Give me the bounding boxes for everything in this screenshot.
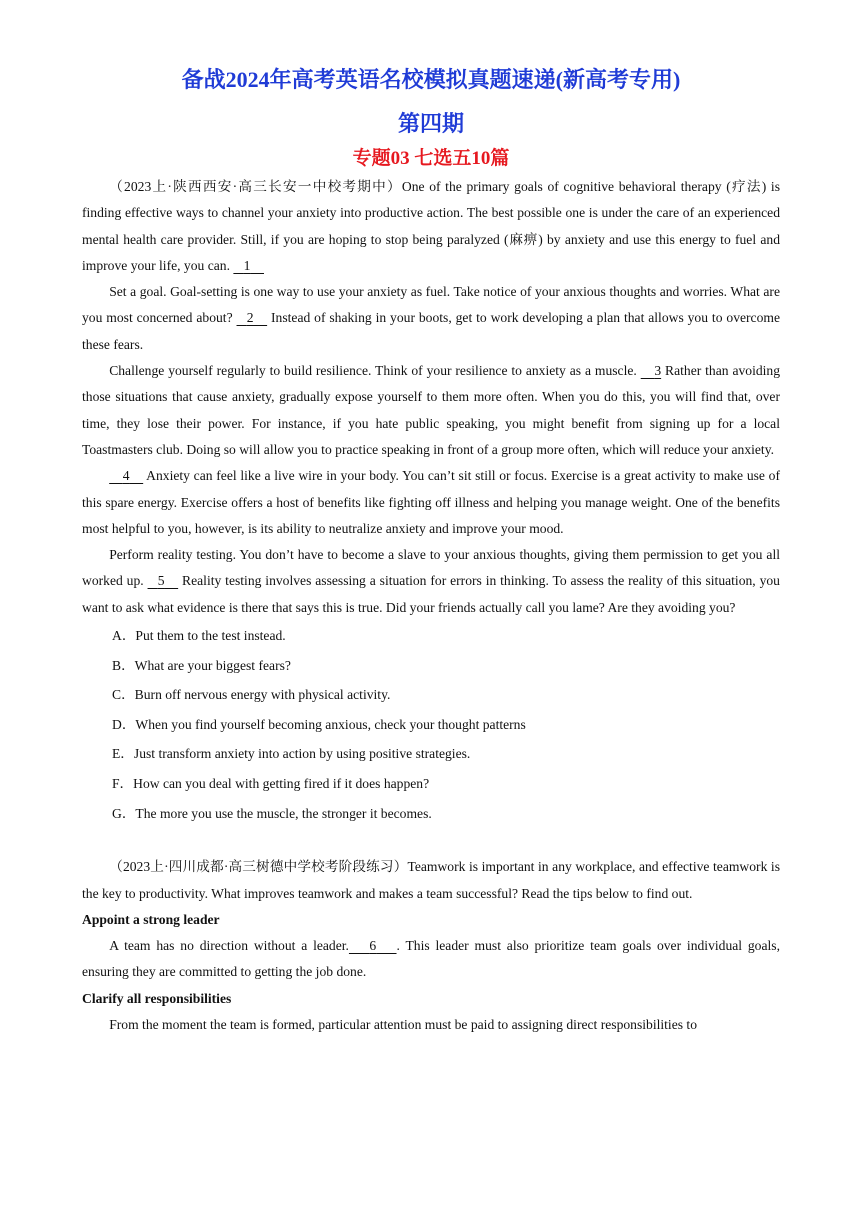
passage1-paragraph-4 [82, 463, 780, 542]
issue-title: 第四期 [397, 111, 464, 136]
passage2-paragraph-2: From the moment the team is formed, particular attention must be paid to assigning direct responsibilities to [109, 1016, 697, 1032]
option-item: E．Just transform anxiety into action by using positive strategies. [112, 746, 471, 762]
topic-title: 专题03 七选五10篇 [352, 148, 510, 169]
passage2-p1-after: . This leader must also prioritize team goals over individual goals, ensuring they are committed to getting the job done. [82, 938, 780, 980]
passage2-heading-2: Clarify all responsibilities [82, 990, 232, 1006]
passage1-p5-before: Perform reality testing. You don’t have to become a slave to your anxious thoughts, giving them permission to get you all worked up. [82, 547, 780, 589]
passage2-heading-1: Appoint a strong leader [82, 911, 220, 927]
blank-2: 2 [246, 310, 254, 326]
passage1-p4-after: Anxiety can feel like a live wire in your body. You can’t sit still or focus. Exercise is a great activity to make use of this spare energy. Exercise offers a host of benefits like fighting off illness and helping you manage weight. One of the benefits most helpful to you, however, is its ability to neutralize anxiety and improve your mood. [82, 468, 780, 536]
option-item: C．Burn off nervous energy with physical activity. [112, 687, 391, 703]
passage1-paragraph-3 [82, 358, 780, 463]
passage2-intro [82, 854, 780, 907]
document-title: 备战2024年高考英语名校模拟真题速递(新高考专用) [181, 67, 681, 92]
option-item: B．What are your biggest fears? [112, 657, 291, 673]
options-list [82, 621, 780, 828]
passage1-p2-after: Instead of shaking in your boots, get to work developing a plan that allows you to overcome these fears. [82, 310, 780, 352]
passage1-paragraph-1 [82, 174, 780, 279]
blank-6: 6 [369, 938, 377, 954]
passage2-source: （2023上·四川成都·高三树德中学校考阶段练习） [109, 859, 408, 875]
passage1-p3-after: Rather than avoiding those situations that cause anxiety, gradually expose yourself to them more often. When you do this, you will find that, over time, they lose their power. For instance, if you hate public speaking, you might benefit from signing up for a local Toastmasters club. Doing so will allow you to practice speaking in front of a group more often, which will reduce your anxiety. [82, 363, 781, 457]
passage1-p1-text: One of the primary goals of cognitive behavioral therapy (疗法) is finding effective ways to channel your anxiety into productive action. The best possible one is under the care of an experienced mental health care provider. Still, if you are hoping to stop being paralyzed (麻痹) by anxiety and use this energy to fuel and improve your life, you can. [82, 179, 780, 273]
option-item: G．The more you use the muscle, the stronger it becomes. [112, 805, 432, 821]
section-gap [82, 828, 780, 854]
passage2-intro-text: Teamwork is important in any workplace, and effective teamwork is the key to productivity. What improves teamwork and makes a team successful? Read the tips below to find out. [82, 859, 780, 901]
document-page [82, 60, 780, 1038]
passage1-source: （2023上·陕西西安·高三长安一中校考期中） [109, 179, 402, 194]
option-item: A．Put them to the test instead. [112, 628, 286, 644]
passage2-paragraph-1 [82, 933, 780, 986]
blank-5: 5 [157, 573, 165, 589]
option-item: F．How can you deal with getting fired if it does happen? [112, 776, 430, 792]
passage2-p1-before: A team has no direction without a leader. [109, 938, 349, 954]
passage1-p3-before: Challenge yourself regularly to build resilience. Think of your resilience to anxiety as a muscle. [109, 363, 637, 379]
passage1-paragraph-2 [82, 279, 780, 358]
passage1-p5-after: Reality testing involves assessing a situation for errors in thinking. To assess the reality of this situation, you want to ask what evidence is there that says this is true. Did your friends actually call you lame? Are they avoiding you? [82, 573, 780, 615]
passage1-p2-before: Set a goal. Goal-setting is one way to use your anxiety as fuel. Take notice of your anxious thoughts and worries. What are you most concerned about? [82, 284, 780, 326]
blank-4: 4 [122, 468, 130, 484]
blank-3: 3 [654, 363, 662, 379]
blank-1: 1 [243, 257, 251, 273]
passage1-paragraph-5 [82, 542, 780, 621]
option-item: D．When you find yourself becoming anxious, check your thought patterns [112, 716, 526, 732]
